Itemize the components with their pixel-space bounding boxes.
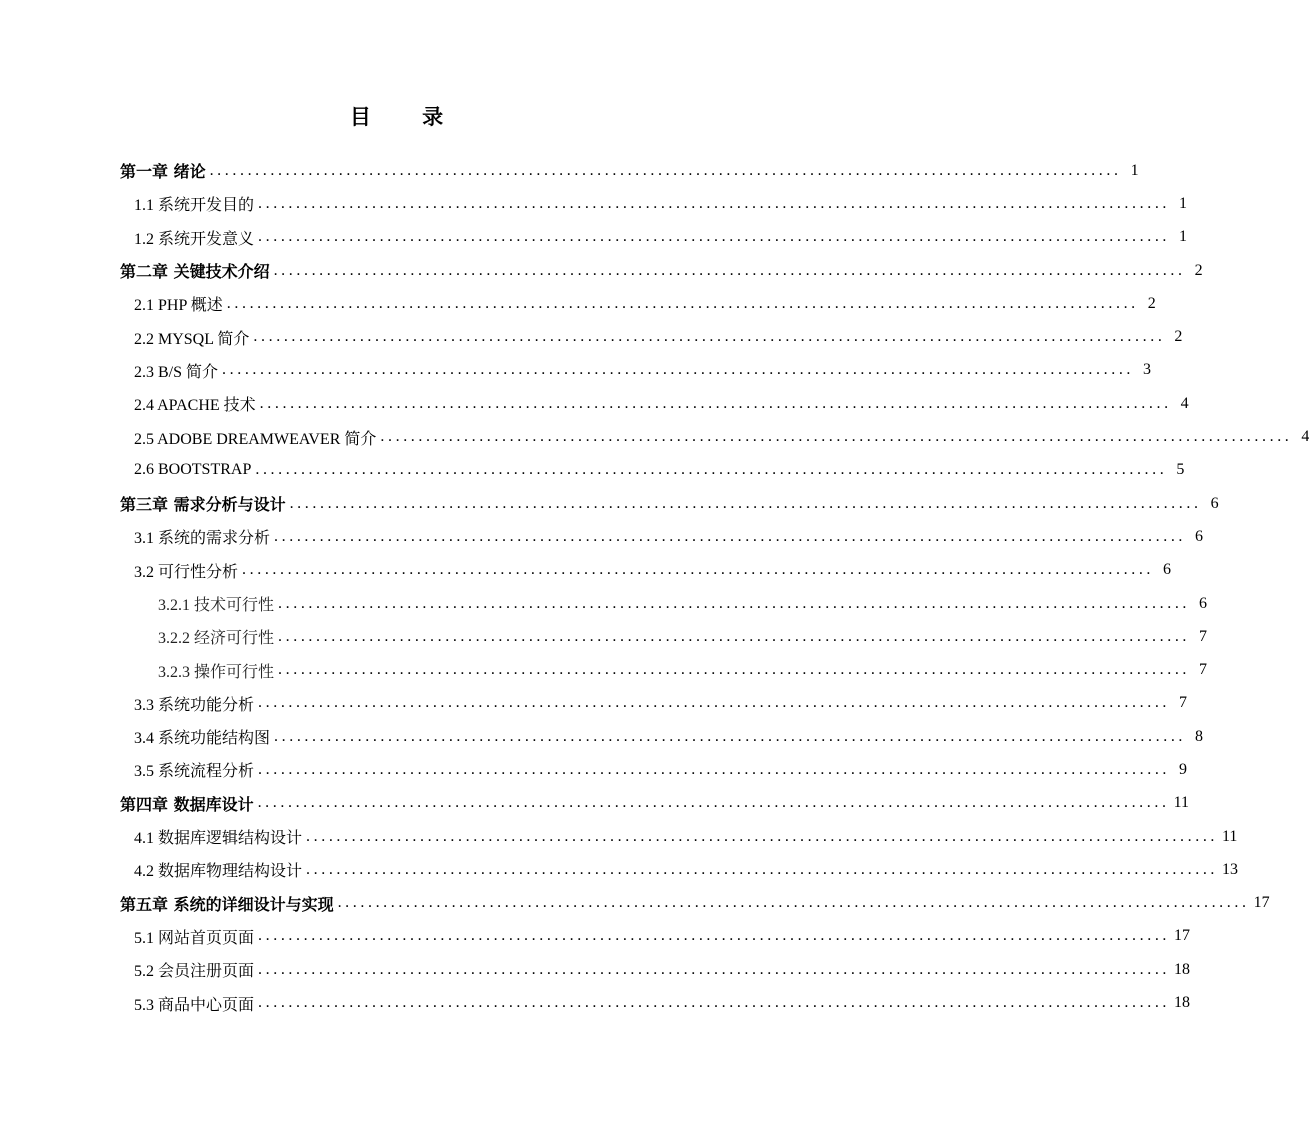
toc-entry-label: 5.1 网站首页页面 [134, 929, 255, 947]
toc-dot-leader: ........................................................................................................................ [306, 827, 1219, 845]
toc-entry-label: 1.1 系统开发目的 [134, 197, 255, 215]
toc-page-number: 6 [1199, 594, 1208, 612]
toc-entry-label: 第二章 关键技术介绍 [120, 262, 270, 282]
toc-title: 目 录 [349, 105, 466, 129]
toc-dot-leader: ........................................................................................................................ [306, 860, 1219, 878]
toc-entry-label: 第一章 绪论 [120, 162, 206, 182]
toc-entry-section-1-2[interactable] [0, 221, 1188, 254]
toc-dot-leader: ........................................................................................................................ [274, 527, 1187, 545]
toc-entry-section-4-1[interactable] [0, 820, 1238, 853]
toc-entry-subsection-3-2-3[interactable] [0, 653, 1208, 686]
toc-dot-leader: ........................................................................................................................ [255, 461, 1168, 479]
toc-entry-section-5-1[interactable] [0, 920, 1191, 953]
toc-entry-chapter-1[interactable] [0, 154, 1139, 187]
toc-dot-leader: ........................................................................................................................ [258, 760, 1171, 778]
toc-entry-section-2-6[interactable] [0, 454, 1185, 487]
toc-entry-chapter-2[interactable] [0, 254, 1203, 287]
toc-page-number: 7 [1179, 694, 1188, 712]
toc-entry-chapter-5[interactable] [0, 887, 1270, 920]
toc-entry-label: 2.6 BOOTSTRAP [134, 461, 252, 479]
toc-entry-chapter-4[interactable] [0, 787, 1189, 820]
toc-entry-section-2-3[interactable] [0, 354, 1152, 387]
toc-page-number: 2 [1147, 294, 1156, 312]
toc-entry-label: 2.4 APACHE 技术 [134, 397, 256, 415]
toc-dot-leader: ........................................................................................................................ [337, 894, 1250, 912]
toc-entry-label: 5.2 会员注册页面 [134, 963, 255, 981]
toc-entry-label: 第五章 系统的详细设计与实现 [120, 894, 334, 914]
toc-dot-leader: ........................................................................................................................ [258, 994, 1171, 1012]
toc-dot-leader: ........................................................................................................................ [253, 328, 1166, 346]
toc-entry-label: 2.3 B/S 简介 [134, 363, 219, 381]
toc-page-number: 17 [1174, 927, 1191, 945]
toc-page-number: 1 [1179, 228, 1188, 246]
toc-entry-label: 1.2 系统开发意义 [134, 230, 255, 248]
toc-entry-label: 4.2 数据库物理结构设计 [134, 863, 303, 881]
toc-entry-label: 第四章 数据库设计 [120, 794, 254, 814]
toc-entry-label: 2.1 PHP 概述 [134, 297, 223, 315]
toc-entry-section-3-5[interactable] [0, 753, 1188, 786]
toc-entry-section-3-1[interactable] [0, 520, 1204, 553]
toc-entry-label: 3.3 系统功能分析 [134, 696, 255, 714]
toc-dot-leader: ........................................................................................................................ [278, 594, 1191, 612]
toc-dot-leader: ........................................................................................................................ [242, 561, 1155, 579]
toc-entry-chapter-3[interactable] [0, 487, 1219, 520]
toc-entry-section-2-1[interactable] [0, 287, 1156, 320]
toc-entry-label: 3.5 系统流程分析 [134, 763, 255, 781]
toc-dot-leader: ........................................................................................................................ [289, 494, 1202, 512]
toc-page-number: 2 [1174, 328, 1183, 346]
toc-entry-label: 3.2.3 操作可行性 [158, 663, 275, 681]
toc-entry-section-2-2[interactable] [0, 320, 1183, 353]
toc-list [0, 154, 1309, 1020]
toc-entry-subsection-3-2-1[interactable] [0, 587, 1208, 620]
toc-dot-leader: ........................................................................................................................ [222, 361, 1135, 379]
toc-page-number: 4 [1180, 394, 1189, 412]
toc-page-number: 6 [1195, 527, 1204, 545]
toc-dot-leader: ........................................................................................................................ [258, 228, 1171, 246]
toc-entry-section-1-1[interactable] [0, 187, 1188, 220]
toc-entry-label: 3.4 系统功能结构图 [134, 730, 271, 748]
toc-entry-section-3-3[interactable] [0, 687, 1188, 720]
toc-entry-label: 3.2.2 经济可行性 [158, 630, 275, 648]
toc-dot-leader: ........................................................................................................................ [278, 627, 1191, 645]
toc-entry-label: 5.3 商品中心页面 [134, 996, 255, 1014]
toc-page-number: 6 [1163, 561, 1172, 579]
toc-page-number: 11 [1222, 827, 1238, 845]
toc-entry-section-2-5[interactable] [0, 420, 1309, 453]
toc-dot-leader: ........................................................................................................................ [278, 661, 1191, 679]
toc-dot-leader: ........................................................................................................................ [258, 960, 1171, 978]
toc-page-number: 3 [1143, 361, 1152, 379]
toc-dot-leader: ........................................................................................................................ [259, 394, 1172, 412]
toc-entry-section-3-2[interactable] [0, 554, 1172, 587]
toc-entry-label: 第三章 需求分析与设计 [120, 495, 286, 515]
toc-page-number: 5 [1176, 461, 1185, 479]
toc-entry-section-5-2[interactable] [0, 953, 1191, 986]
toc-dot-leader: ........................................................................................................................ [258, 194, 1171, 212]
toc-page-number: 11 [1173, 794, 1189, 812]
toc-page-number: 2 [1194, 261, 1203, 279]
toc-entry-section-5-3[interactable] [0, 986, 1191, 1019]
toc-entry-label: 4.1 数据库逻辑结构设计 [134, 830, 303, 848]
toc-page-number: 7 [1199, 627, 1208, 645]
toc-entry-section-3-4[interactable] [0, 720, 1204, 753]
toc-page-number: 4 [1301, 428, 1309, 446]
toc-page-number: 1 [1179, 194, 1188, 212]
toc-page-number: 1 [1130, 161, 1139, 179]
toc-dot-leader: ........................................................................................................................ [273, 261, 1186, 279]
toc-page-number: 9 [1179, 760, 1188, 778]
toc-page-number: 8 [1195, 727, 1204, 745]
toc-page-number: 18 [1174, 994, 1191, 1012]
toc-dot-leader: ........................................................................................................................ [209, 161, 1122, 179]
toc-entry-label: 2.2 MYSQL 简介 [134, 330, 250, 348]
toc-dot-leader: ........................................................................................................................ [257, 794, 1170, 812]
toc-entry-subsection-3-2-2[interactable] [0, 620, 1208, 653]
toc-entry-label: 3.2.1 技术可行性 [158, 597, 275, 614]
toc-dot-leader: ........................................................................................................................ [226, 294, 1139, 312]
toc-dot-leader: ........................................................................................................................ [380, 428, 1293, 446]
toc-entry-section-4-2[interactable] [0, 853, 1239, 886]
toc-page-number: 18 [1174, 960, 1191, 978]
toc-entry-label: 3.1 系统的需求分析 [134, 530, 271, 548]
toc-page-number: 13 [1222, 860, 1239, 878]
toc-dot-leader: ........................................................................................................................ [258, 694, 1171, 712]
toc-entry-label: 2.5 ADOBE DREAMWEAVER 简介 [134, 430, 377, 448]
toc-page-number: 17 [1253, 894, 1270, 912]
toc-page-number: 7 [1199, 661, 1208, 679]
toc-dot-leader: ........................................................................................................................ [274, 727, 1187, 745]
toc-entry-label: 3.2 可行性分析 [134, 563, 239, 581]
toc-entry-section-2-4[interactable] [0, 387, 1189, 420]
toc-dot-leader: ........................................................................................................................ [258, 927, 1171, 945]
toc-page-number: 6 [1210, 494, 1219, 512]
